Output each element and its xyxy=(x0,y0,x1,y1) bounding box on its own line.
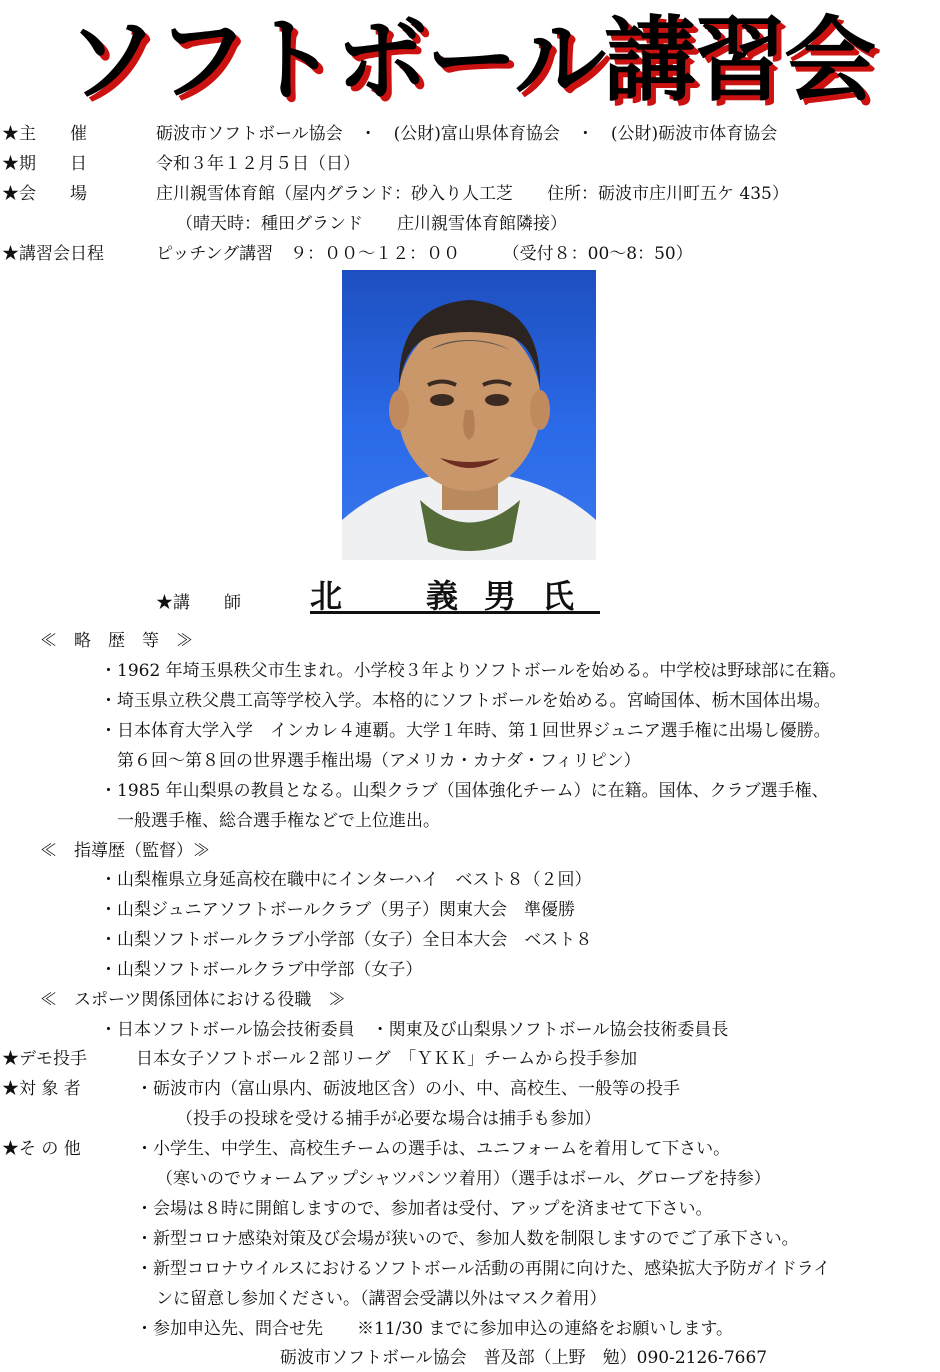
career-heading: ≪ 略 歴 等 ≫ xyxy=(40,631,193,651)
other-line: （寒いのでウォームアップシャツパンツ着用）（選手はボール、グローブを持参） xyxy=(156,1169,771,1189)
roles-heading: ≪ スポーツ関係団体における役職 ≫ xyxy=(40,990,346,1010)
other-line: ・参加申込先、問合せ先 ※11/30 までに参加申込の連絡をお願いします。 xyxy=(136,1319,734,1339)
career-item: ・埼玉県立秩父農工高等学校入学。本格的にソフトボールを始める。宮崎国体、栃木国体出場。 xyxy=(100,691,831,711)
other-line: ンに留意し参加ください。（講習会受講以外はマスク着用） xyxy=(156,1289,607,1309)
career-item: ・1985 年山梨県の教員となる。山梨クラブ（国体強化チーム）に在籍。国体、クラブ選手権、 xyxy=(100,781,829,801)
target-label: ★対 象 者 xyxy=(2,1079,81,1099)
date-value: 令和３年１２月５日（日） xyxy=(156,154,360,174)
other-label: ★そ の 他 xyxy=(2,1139,81,1159)
target-line: ・砺波市内（富山県内、砺波地区含）の小、中、高校生、一般等の投手 xyxy=(136,1079,680,1099)
coaching-item: ・山梨ソフトボールクラブ中学部（女子） xyxy=(100,960,423,980)
coaching-item: ・山梨ジュニアソフトボールクラブ（男子）関東大会 準優勝 xyxy=(100,900,575,920)
other-line: ・新型コロナウイルスにおけるソフトボール活動の再開に向けた、感染拡大予防ガイドライ xyxy=(136,1259,831,1279)
coaching-heading: ≪ 指導歴（監督）≫ xyxy=(40,841,210,861)
demo-label: ★デモ投手 xyxy=(2,1049,87,1069)
career-item: 第６回～第８回の世界選手権出場（アメリカ・カナダ・フィリピン） xyxy=(100,751,641,771)
other-line: ・新型コロナ感染対策及び会場が狭いので、参加人数を制限しますのでご了承下さい。 xyxy=(136,1229,799,1249)
venue-note: （晴天時：種田グランド 庄川親雪体育館隣接） xyxy=(176,214,567,234)
schedule-label: ★講習会日程 xyxy=(2,244,104,264)
career-item: 一般選手権、総合選手権などで上位進出。 xyxy=(100,811,440,831)
target-line: （投手の投球を受ける捕手が必要な場合は捕手も参加） xyxy=(176,1109,601,1129)
roles-item: ・日本ソフトボール協会技術委員 ・関東及び山梨県ソフトボール協会技術委員長 xyxy=(100,1020,729,1040)
venue-label: ★会 場 xyxy=(2,184,87,204)
other-line: ・小学生、中学生、高校生チームの選手は、ユニフォームを着用して下さい。 xyxy=(136,1139,731,1159)
coaching-item: ・山梨ソフトボールクラブ小学部（女子）全日本大会 ベスト８ xyxy=(100,930,593,950)
other-line: ・会場は８時に開館しますので、参加者は受付、アップを済ませて下さい。 xyxy=(136,1199,713,1219)
career-item: ・日本体育大学入学 インカレ４連覇。大学１年時、第１回世界ジュニア選手権に出場し優勝。 xyxy=(100,721,831,741)
career-item: ・1962 年埼玉県秩父市生まれ。小学校３年よりソフトボールを始める。中学校は野球部に在籍。 xyxy=(100,661,847,681)
organizer-value: 砺波市ソフトボール協会 ・ (公財)富山県体育協会 ・ (公財)砺波市体育協会 xyxy=(156,124,778,144)
venue-value: 庄川親雪体育館（屋内グランド：砂入り人工芝 住所：砺波市庄川町五ケ 435） xyxy=(156,184,789,204)
instructor-photo xyxy=(342,270,596,560)
page-title: ソフトボール講習会 xyxy=(65,7,875,114)
instructor-label: ★講 師 xyxy=(156,593,241,613)
demo-value: 日本女子ソフトボール２部リーグ 「ＹＫＫ」チームから投手参加 xyxy=(136,1049,638,1069)
date-label: ★期 日 xyxy=(2,154,87,174)
schedule-value: ピッチング講習 ９：００～１２：００ （受付８：00～8：50） xyxy=(156,244,693,264)
coaching-item: ・山梨権県立身延高校在職中にインターハイ ベスト８（２回） xyxy=(100,870,592,890)
organizer-label: ★主 催 xyxy=(2,124,87,144)
contact-line: 砺波市ソフトボール協会 普及部（上野 勉）090-2126-7667 xyxy=(280,1348,768,1368)
instructor-portrait-illustration xyxy=(342,270,596,560)
instructor-name: 北 義男氏 xyxy=(310,577,601,615)
